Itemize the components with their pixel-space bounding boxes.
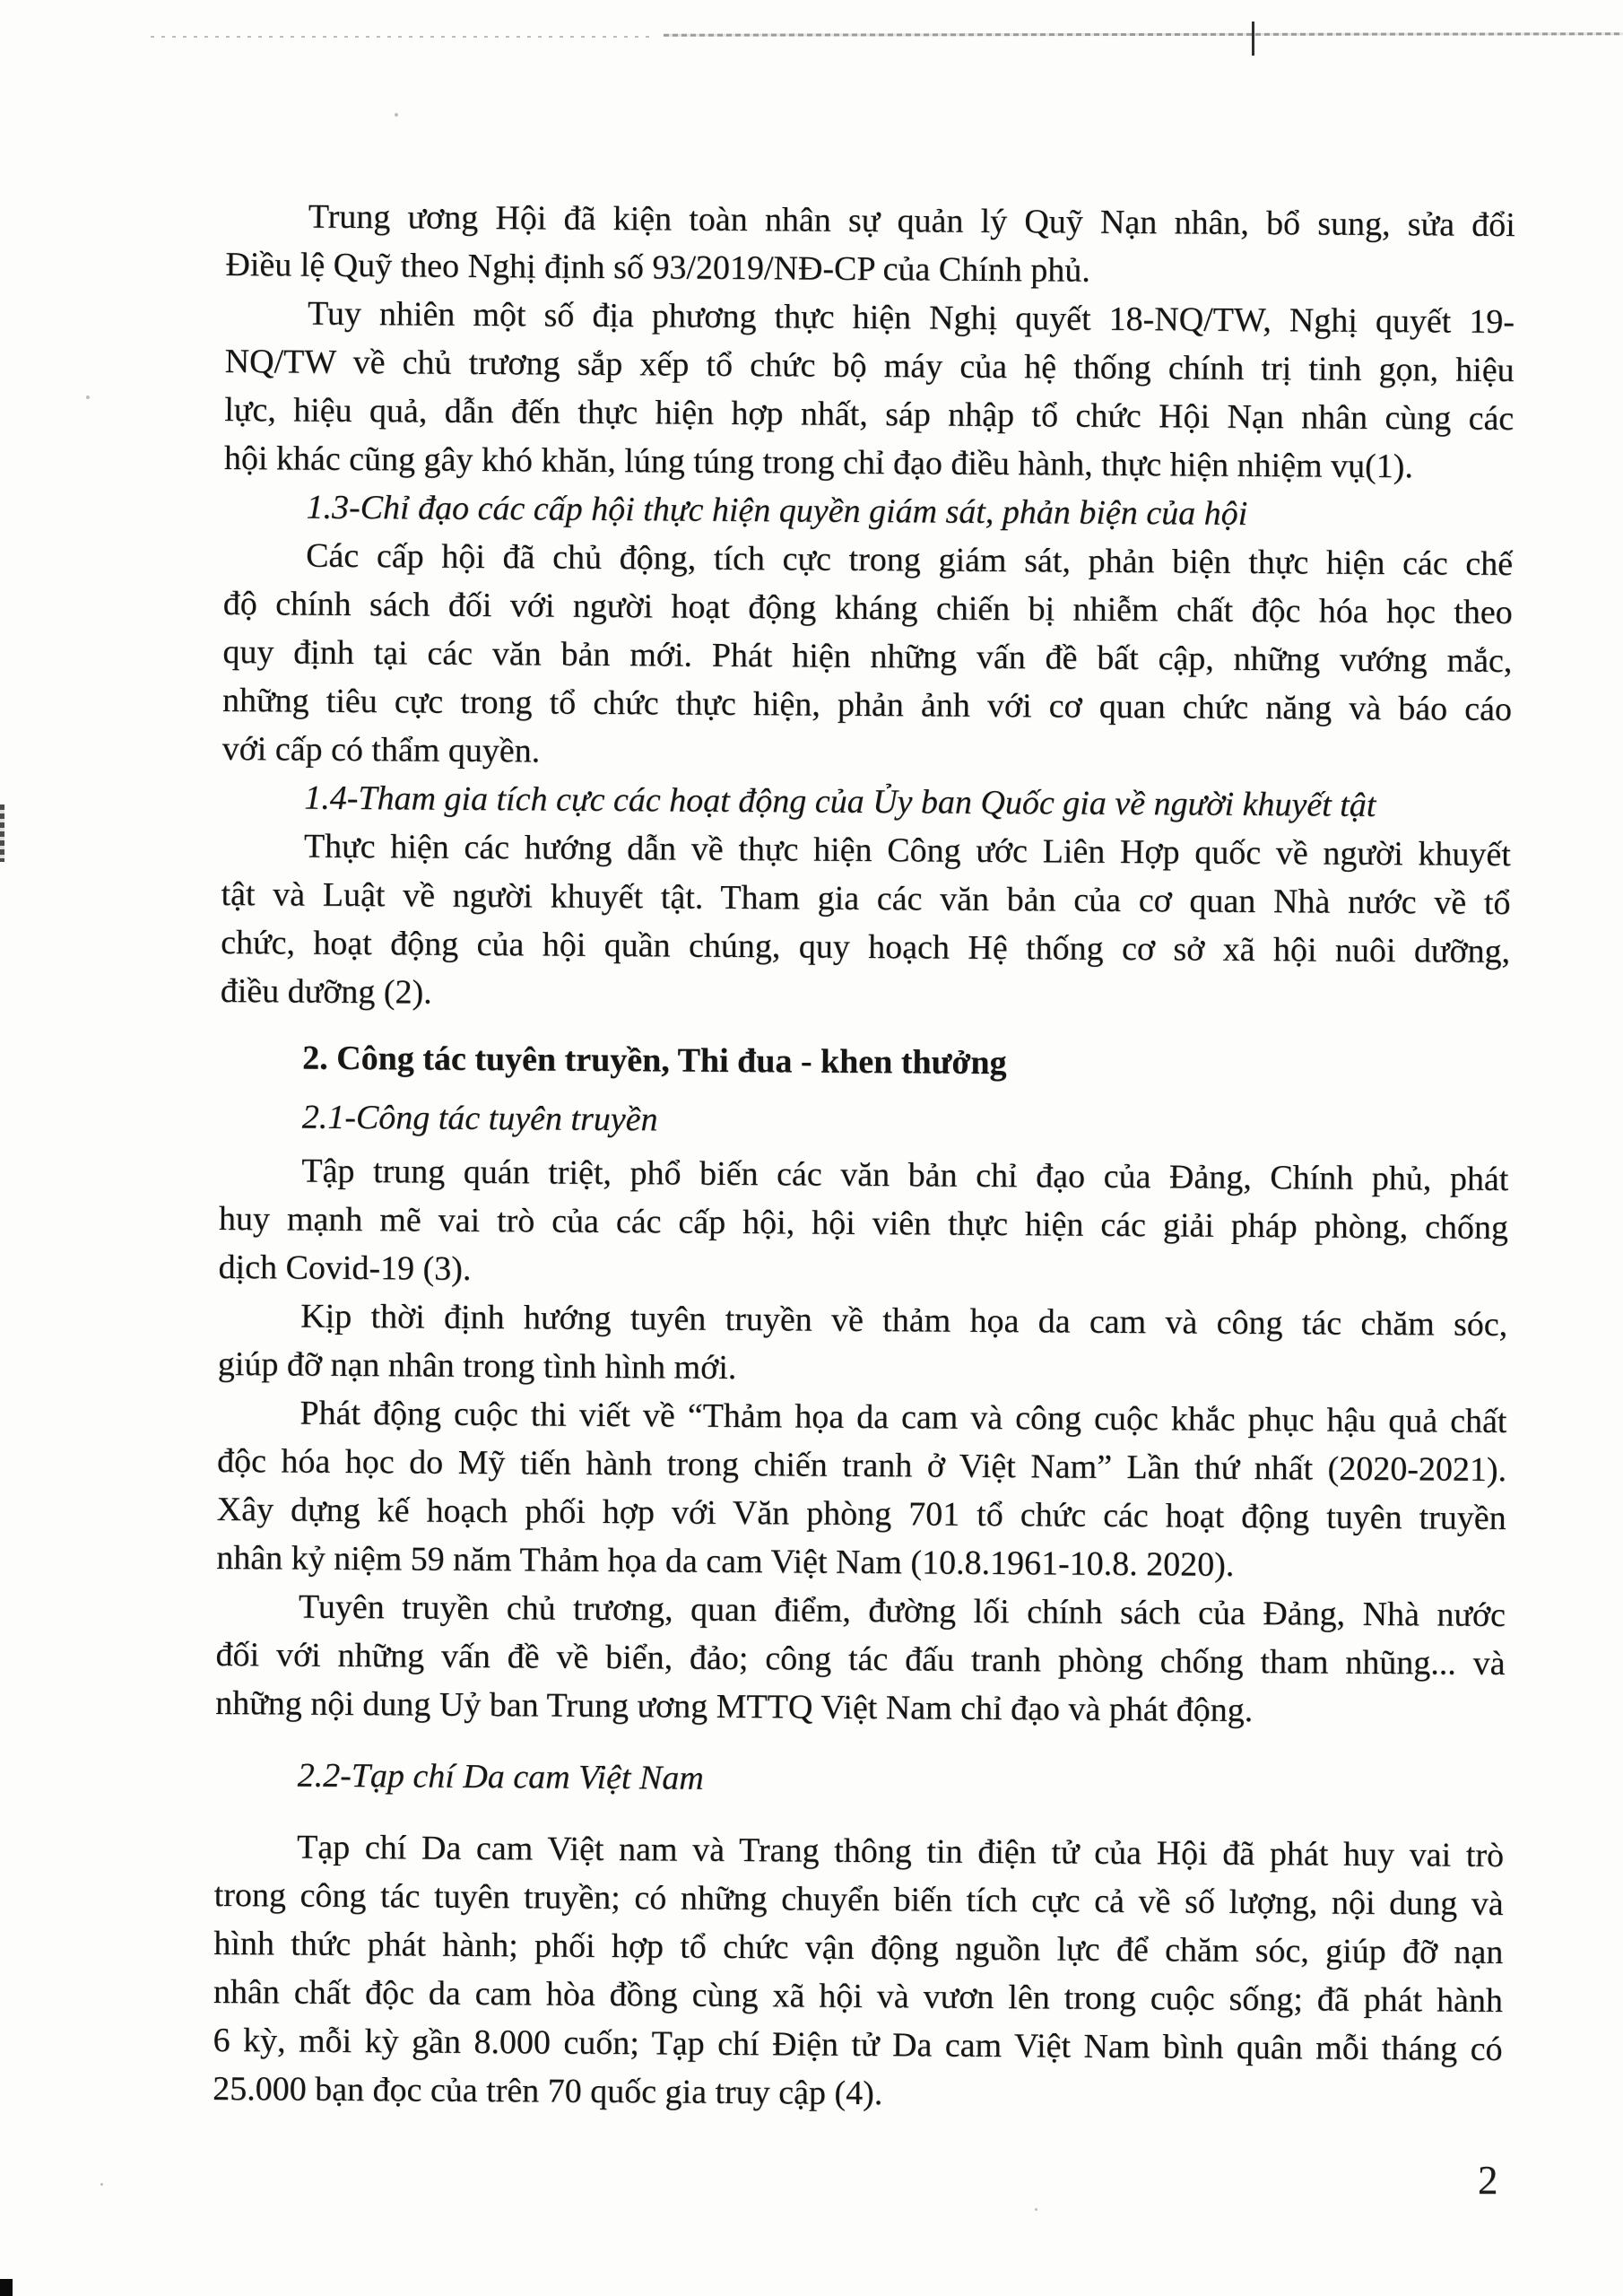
text-line: những nội dung Uỷ ban Trung ương MTTQ Việt Nam chỉ đạo và phát động. [215, 1683, 1254, 1730]
section-heading [221, 773, 1511, 831]
text-line: chức, hoạt động của hội quần chúng, quy hoạch Hệ thống cơ sở xã hội nuôi dưỡng, [221, 923, 1511, 971]
text-line: Kịp thời định hướng tuyên truyền về thảm họa da cam và công tác chăm sóc, [300, 1297, 1508, 1344]
document-body [213, 192, 1515, 2122]
text-line: Phát động cuộc thi viết về “Thảm họa da cam và công cuộc khắc phục hậu quả chất [299, 1394, 1507, 1441]
scan-speck [1035, 2208, 1037, 2211]
text-line: đối với những vấn đề về biển, đảo; công tác đấu tranh phòng chống tham nhũng... và [215, 1635, 1506, 1683]
text-line: dịch Covid-19 (3). [218, 1248, 472, 1288]
text-line: hình thức phát hành; phối hợp tổ chức vận động nguồn lực để chăm sóc, giúp đỡ nạn [213, 1924, 1504, 1971]
section-heading [223, 483, 1513, 540]
paragraph [218, 1146, 1508, 1300]
scan-artifact-top-dotted-line-left [151, 36, 653, 38]
paragraph [216, 1388, 1506, 1591]
text-line: điều dưỡng (2). [220, 971, 432, 1012]
text-line: Điều lệ Quỹ theo Nghị định số 93/2019/NĐ-CP của Chính phủ. [225, 245, 1090, 290]
text-line: lực, hiệu quả, dẫn đến thực hiện hợp nhất, sáp nhập tổ chức Hội Nạn nhân cùng các [224, 390, 1515, 439]
scan-artifact-left-edge-dashes [0, 804, 4, 862]
text-line: 2.1-Công tác tuyên truyền [301, 1098, 658, 1139]
text-line: Xây dựng kế hoạch phối hợp với Văn phòng 701 tổ chức các hoạt động tuyên truyền [216, 1490, 1506, 1538]
text-line: Tập trung quán triệt, phổ biến các văn bản chỉ đạo của Đảng, Chính phủ, phát [301, 1152, 1509, 1199]
text-line: 1.3-Chỉ đạo các cấp hội thực hiện quyền giám sát, phản biện của hội [306, 488, 1248, 533]
text-line: nhân kỷ niệm 59 năm Thảm họa da cam Việt Nam (10.8.1961-10.8. 2020). [216, 1538, 1235, 1584]
scan-speck [395, 113, 398, 117]
paragraph [221, 531, 1513, 782]
scan-artifact-top-dotted-line-right [664, 32, 1623, 36]
text-line: Tuy nhiên một số địa phương thực hiện Nghị quyết 18-NQ/TW, Nghị quyết 19- [307, 294, 1515, 342]
text-line: Các cấp hội đã chủ động, tích cực trong giám sát, phản biện thực hiện các chế [306, 536, 1514, 584]
text-line: Thực hiện các hướng dẫn về thực hiện Công ước Liên Hợp quốc về người khuyết [303, 827, 1512, 874]
text-line: 1.4-Tham gia tích cực các hoạt động của Ủy ban Quốc gia về người khuyết tật [304, 778, 1376, 824]
paragraph [221, 822, 1511, 1024]
text-line: 2. Công tác tuyên truyền, Thi đua - khen thưởng [302, 1039, 1007, 1083]
scan-artifact-top-tick-mark [1252, 22, 1254, 56]
text-line: 6 kỳ, mỗi kỳ gần 8.000 cuốn; Tạp chí Điện tử Da cam Việt Nam bình quân mỗi tháng có [213, 2021, 1503, 2068]
paragraph [224, 289, 1515, 491]
text-line: quy định tại các văn bản mới. Phát hiện những vấn đề bất cập, những vướng mắc, [222, 632, 1513, 681]
text-line: huy mạnh mẽ vai trò của các cấp hội, hội viên thực hiện các giải pháp phòng, chống [218, 1199, 1509, 1248]
text-line: 25.000 bạn đọc của trên 70 quốc gia truy cập (4). [213, 2069, 883, 2113]
text-line: độ chính sách đối với người hoạt động kháng chiến bị nhiễm chất độc hóa học theo [222, 584, 1513, 632]
text-line: tật và Luật về người khuyết tật. Tham gia các văn bản của cơ quan Nhà nước về tổ [221, 874, 1511, 923]
section-heading [214, 1751, 1504, 1808]
text-line: Tuyên truyền chủ trương, quan điểm, đường lối chính sách của Đảng, Nhà nước [298, 1587, 1506, 1635]
scan-speck [100, 2183, 103, 2186]
scan-speck [86, 396, 90, 399]
paragraph [218, 1292, 1508, 1397]
text-line: 2.2-Tạp chí Da cam Việt Nam [297, 1756, 704, 1797]
text-line: Trung ương Hội đã kiện toàn nhân sự quản lý Quỹ Nạn nhân, bổ sung, sửa đổi [308, 197, 1515, 245]
text-line: trong công tác tuyên truyền; có những chuyển biến tích cực cả về số lượng, nội dung và [213, 1875, 1504, 1923]
paragraph [225, 192, 1515, 298]
text-line: những tiêu cực trong tổ chức thực hiện, phản ảnh với cơ quan chức năng và báo cáo [221, 681, 1513, 729]
text-line: nhân chất độc da cam hòa đồng cùng xã hội và vươn lên trong cuộc sống; đã phát hành [213, 1972, 1504, 2020]
paragraph [213, 1822, 1504, 2122]
text-line: giúp đỡ nạn nhân trong tình hình mới. [217, 1344, 737, 1387]
paragraph [215, 1582, 1506, 1736]
section-heading [220, 1092, 1509, 1150]
text-line: với cấp có thẩm quyền. [221, 729, 541, 770]
scan-artifact-bottom-left-corner [0, 2279, 13, 2296]
page-number: 2 [1478, 2158, 1498, 2203]
text-line: độc hóa học do Mỹ tiến hành trong chiến tranh ở Việt Nam” Lần thứ nhất (2020-2021). [216, 1441, 1507, 1490]
text-line: hội khác cũng gây khó khăn, lúng túng trong chỉ đạo điều hành, thực hiện nhiệm vụ(1). [223, 439, 1414, 486]
section-heading [220, 1033, 1509, 1091]
text-line: Tạp chí Da cam Việt nam và Trang thông tin điện tử của Hội đã phát huy vai trò [296, 1828, 1505, 1874]
text-line: NQ/TW về chủ trương sắp xếp tổ chức bộ máy của hệ thống chính trị tinh gọn, hiệu [224, 342, 1515, 390]
